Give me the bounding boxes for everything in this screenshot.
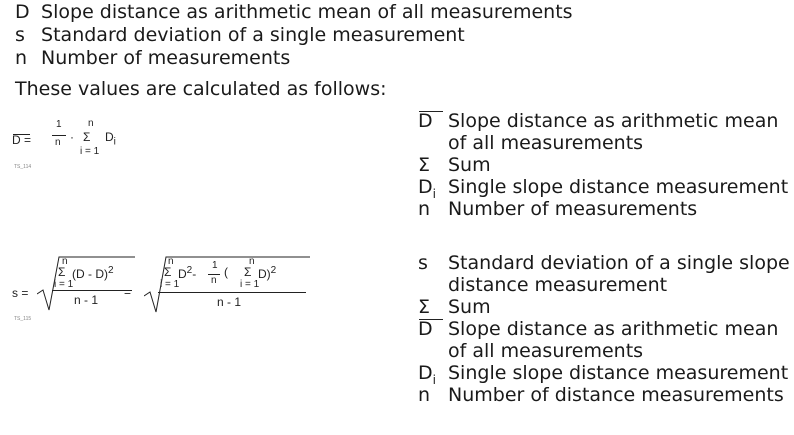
intro-text: These values are calculated as follows: — [15, 78, 387, 100]
sigma-symbol: Σ — [58, 265, 66, 279]
sum-lower-limit: i = 1 — [240, 279, 260, 290]
legend-item-mean — [418, 110, 794, 154]
legend-text: Single slope distance measurement — [448, 362, 789, 384]
symbol: Σ — [418, 154, 431, 176]
legend-item-single — [418, 176, 794, 201]
figure-reference: TS_114 — [14, 164, 32, 170]
sigma-symbol: Σ — [83, 130, 91, 144]
symbol: D — [15, 1, 30, 23]
mean-lhs: D = — [12, 133, 32, 147]
symbol: D — [418, 110, 444, 132]
legend-item-single — [418, 362, 794, 387]
symbol: $D_i$ — [418, 176, 436, 201]
sum-upper-limit: n — [88, 118, 94, 129]
definition-item-D — [15, 1, 573, 24]
legend-item-mean — [418, 318, 794, 362]
inner-fraction-denominator: n — [211, 275, 217, 286]
symbol: n — [15, 47, 28, 69]
definition-item-n — [15, 47, 573, 70]
equals-sign: = — [124, 285, 132, 299]
fraction-denominator: n — [55, 137, 61, 148]
inner-term: D)$^2$ — [258, 265, 277, 281]
sigma-symbol: Σ — [164, 265, 172, 279]
inner-fraction-numerator: 1 — [212, 260, 218, 271]
legend-item-std-dev — [418, 252, 794, 296]
std-dev-lhs: s = — [12, 286, 29, 300]
legend-item-sum — [418, 296, 794, 318]
sum-upper-limit: n — [62, 256, 68, 267]
legend-text: Slope distance as arithmetic mean of all measurements — [448, 318, 779, 362]
definition-text: Slope distance as arithmetic mean of all measurements — [41, 1, 573, 23]
sum-lower-limit: i = 1 — [160, 279, 180, 290]
denominator-1: n - 1 — [74, 293, 99, 307]
multiply-dot: · — [70, 130, 74, 144]
definition-text: Number of measurements — [41, 47, 291, 69]
legend-item-sum — [418, 154, 794, 176]
legend-text: Standard deviation of a single slope distance measurement — [448, 252, 790, 296]
denominator-2: n - 1 — [217, 295, 242, 309]
legend-text: Sum — [448, 154, 491, 176]
std-dev-formula — [12, 254, 312, 334]
symbol: n — [418, 198, 431, 220]
sigma-symbol: Σ — [244, 265, 252, 279]
legend-item-count — [418, 198, 794, 220]
legend-text: Number of distance measurements — [448, 384, 784, 406]
definition-list — [15, 1, 573, 70]
legend-text: Number of measurements — [448, 198, 698, 220]
inner-paren-open: ( — [224, 265, 228, 279]
numerator-1: (D - D)$^2$ — [72, 265, 114, 281]
mean-legend — [418, 110, 794, 220]
mean-formula — [12, 118, 142, 178]
sum-lower-limit: i = 1 — [54, 279, 74, 290]
term: $D_i$ — [105, 130, 116, 148]
definition-item-s — [15, 24, 573, 47]
figure-reference: TS_115 — [14, 316, 32, 322]
symbol: $D_i$ — [418, 362, 436, 387]
std-dev-legend — [418, 252, 794, 406]
fraction-numerator: 1 — [56, 119, 62, 130]
sum-upper-limit: n — [249, 256, 255, 267]
symbol: n — [418, 384, 431, 406]
sum-upper-limit: n — [168, 256, 174, 267]
symbol: Σ — [418, 296, 431, 318]
symbol: s — [15, 24, 25, 46]
sum-lower-limit: i = 1 — [80, 146, 100, 157]
legend-text: Sum — [448, 296, 491, 318]
definition-text: Standard deviation of a single measurement — [41, 24, 465, 46]
legend-text: Slope distance as arithmetic mean of all measurements — [448, 110, 779, 154]
symbol: D — [418, 318, 444, 340]
symbol: s — [418, 252, 428, 274]
legend-item-count — [418, 384, 794, 406]
legend-text: Single slope distance measurement — [448, 176, 789, 198]
numerator-2: $D^2-$ — [178, 265, 197, 281]
